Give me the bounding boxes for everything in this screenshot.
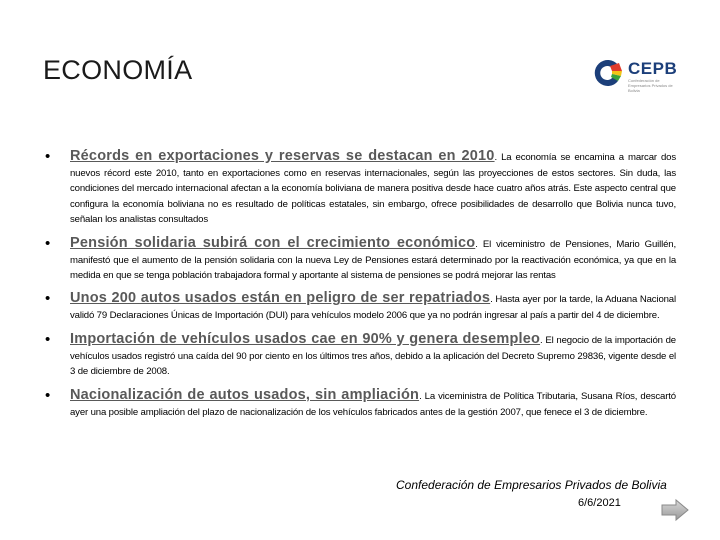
logo-name: CEPB — [628, 59, 678, 78]
arrow-right-icon[interactable] — [660, 498, 690, 522]
news-body: . Hasta ayer por la tarde, la Aduana Nacional validó 79 Declaraciones Únicas de Importación (DUI) para vehículos modelo 2006 que ya no podrán ingresar al país a partir del 4 de diciembre. — [70, 294, 676, 322]
bullet-icon: • — [45, 148, 51, 165]
news-body: . La viceministra de Política Tributaria, Susana Ríos, descartó ayer una posible ampliación del plazo de nacionalización de los vehículos fabricados antes de la gestión 2007, que fenece el 3 de diciembre. — [70, 390, 676, 418]
news-headline-link[interactable]: Unos 200 autos usados están en peligro de ser repatriados — [70, 290, 491, 307]
news-headline-link[interactable]: Importación de vehículos usados cae en 90% y genera desempleo — [70, 330, 541, 347]
news-item — [40, 288, 676, 323]
page-title: ECONOMÍA — [43, 55, 193, 85]
news-list — [40, 146, 676, 425]
news-body: . El negocio de la importación de vehículos usados registró una caída del 90 por ciento en los últimos tres años, debido a la aplicación del Decreto Supremo 29836, vigente desde el 3 de diciembre de 2008. — [70, 334, 676, 378]
logo-mark-icon — [592, 57, 624, 89]
news-item — [40, 385, 676, 420]
news-item — [40, 329, 676, 380]
bullet-icon: • — [45, 290, 51, 308]
bullet-icon: • — [45, 330, 51, 348]
news-headline-link[interactable]: Récords en exportaciones y reservas se destacan en 2010 — [70, 148, 495, 164]
bullet-icon: • — [45, 234, 51, 252]
logo-subtitle: Confederación de Empresarios Privados de Bolivia — [628, 78, 673, 93]
news-body: . La economía se encamina a marcar dos nuevos récord este 2010, tanto en exportaciones como en reservas internacionales, según las proyecciones de estos sectores. Sin duda, las condiciones del mercado internacional afectan a la economía boliviana de manera positiva desde hace cuatro años atrás. Este aspecto central que configura la economía boliviana no es resultado de políticas estatales, sin embargo, ofrece posibilidades de desarrollo que Bolivia nunca tuvo, señalan los analistas consultados — [70, 152, 676, 226]
news-headline-link[interactable]: Pensión solidaria subirá con el crecimiento económico — [70, 234, 476, 251]
footer-date: 6/6/2021 — [578, 497, 621, 509]
news-item — [40, 146, 676, 228]
cepb-logo — [592, 55, 682, 91]
bullet-icon: • — [45, 386, 51, 404]
news-headline-link[interactable]: Nacionalización de autos usados, sin ampliación — [70, 386, 420, 403]
footer-organization: Confederación de Empresarios Privados de Bolivia — [396, 478, 667, 492]
news-body: . El viceministro de Pensiones, Mario Guillén, manifestó que el aumento de la pensión solidaria con la nueva Ley de Pensiones estará determinado por la reactivación económica, ya que en la medida en que se tenga población trabajadora formal y aportante al sistema de pensiones se podrá mejorar las rentas — [70, 238, 676, 282]
news-item — [40, 233, 676, 284]
